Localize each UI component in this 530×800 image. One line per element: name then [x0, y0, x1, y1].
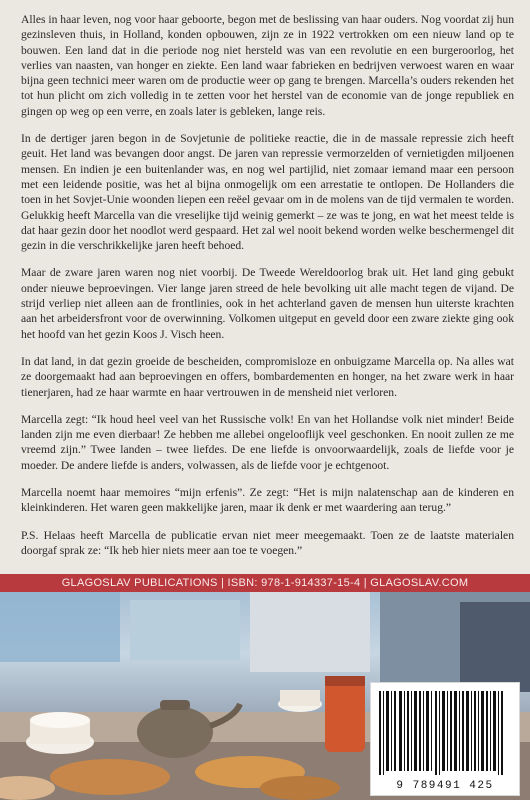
- paragraph: In de dertiger jaren begon in de Sovjetunie de politieke reactie, die in de massale repressie zich heeft geuit. Het land was bevangen door angst. De jaren van repressie vermorzelden of vernietigden miljoenen mensen. En indien je een buitenlander was, en nog wel partijlid, niet zomaar iemand maar een persoon met een leidende positie, was het al bijna onmogelijk om een arrestatie te ontlopen. De Hollanders die toen in het Sovjet-Unie woonden liepen een reëel gevaar om in de molens van de tijd vermalen te worden. Gelukkig heeft Marcella van die vreselijke tijd weinig gemerkt – ze was te jong, en wat het meest telde is dat haar gezin door het noodlot werd gespaard. Het zal wel nooit bekend worden welke beschermengel dit gezin in die verschrikkelijke jaren heeft behoed.: [21, 132, 514, 253]
- paragraph: In dat land, in dat gezin groeide de bescheiden, compromisloze en onbuigzame Marcella op. Na alles wat ze doorgemaakt had aan beproevingen en offers, bombardementen en honger, na het zware werk in haar tienerjaren, had ze haar warmte en haar vertrouwen in de mensheid niet verloren.: [21, 354, 514, 399]
- paragraph: Marcella noemt haar memoires “mijn erfenis”. Ze zegt: “Het is mijn nalatenschap aan de kinderen en kleinkinderen. Het waren geen makkelijke jaren, maar ik denk er met waardering aan terug.”: [21, 486, 514, 515]
- paragraph: Alles in haar leven, nog voor haar geboorte, begon met de beslissing van haar ouders. Nog voordat zij hun gezinsleven thuis, in Holland, konden opbouwen, zijn ze in 1922 vertrokken om een nieuw land op te bouwen. Een land dat in die periode nog niet hersteld was van een revolutie en een burgeroorlog, het verlies van naasten, van honger en ziekte. Een land waar fabrieken en bedrijven verwoest waren en waar bijna geen technici meer waren om de productie weer op gang te brengen. Marcella’s ouders rekenden het tot hun plicht om zich volledig in te zetten voor het herstel van de economie van de jonge republiek en gingen op weg op een verre, en zoals later is gebleken, lange reis.: [21, 13, 514, 118]
- barcode: [370, 682, 520, 796]
- paragraph: Marcella zegt: “Ik houd heel veel van het Russische volk! En van het Hollandse volk niet minder! Beide landen zijn me even dierbaar! Ze hebben me allebei ongelooflijk veel geschonken. En nooit zullen ze me vreemd zijn.” Twee landen – twee liefdes. De ene liefde is onvoorwaardelijk, zoals de liefde voor je moeder. De andere liefde is anders, volwassen, als de liefde voor je echtgenoot.: [21, 412, 514, 472]
- publisher-banner: GLAGOSLAV PUBLICATIONS | ISBN: 978-1-914337-15-4 | GLAGOSLAV.COM: [0, 574, 530, 592]
- paragraph: Maar de zware jaren waren nog niet voorbij. De Tweede Wereldoorlog brak uit. Het land ging gebukt onder nieuwe beproevingen. Vier lange jaren streed de hele bevolking uit alle macht tegen de vijand. De strijd verliep niet alleen aan de frontlinies, ook in het achterland gaven de mensen hun uiterste krachten aan het arbeidersfront voor de overwinning. Volkomen uitgeput en geveld door een zware ziekte ging ook het hoofd van het gezin Koos J. Visch heen.: [21, 266, 514, 341]
- barcode-digits: 9 789491 425: [396, 780, 494, 792]
- barcode-bars-icon: [371, 683, 519, 795]
- paragraph: P.S. Helaas heeft Marcella de publicatie ervan niet meer meegemaakt. Toen ze de laatste materialen doorgaf sprak ze: “Ik heb hier niets meer aan toe te voegen.”: [21, 528, 514, 557]
